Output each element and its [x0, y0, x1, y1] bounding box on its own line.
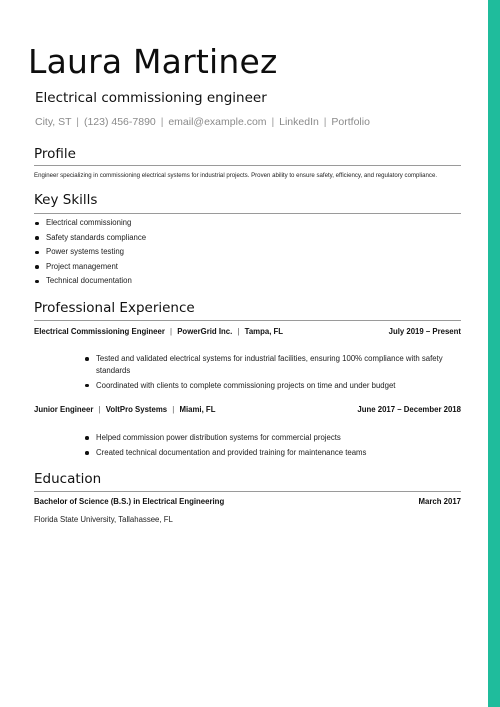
- job-bullet: Coordinated with clients to complete commissioning projects on time and under budget: [84, 380, 456, 392]
- skill-item: Technical documentation: [34, 274, 146, 289]
- contact-separator: |: [271, 116, 275, 128]
- job-bullet: Helped commission power distribution systems for commercial projects: [84, 432, 456, 444]
- contact-linkedin-link[interactable]: LinkedIn: [279, 116, 319, 128]
- education-divider: [34, 491, 461, 492]
- experience-heading: Professional Experience: [34, 300, 195, 316]
- education-degree: Bachelor of Science (B.S.) in Electrical Engineering: [34, 497, 225, 506]
- contact-separator: |: [323, 116, 327, 128]
- job-location: Miami, FL: [179, 405, 216, 414]
- skill-item: Project management: [34, 260, 146, 275]
- contact-email[interactable]: email@example.com: [168, 116, 267, 128]
- job-bullets: [84, 353, 456, 395]
- education-heading: Education: [34, 471, 102, 487]
- contact-location: City, ST: [35, 116, 72, 128]
- profile-heading: Profile: [34, 146, 76, 162]
- skill-item: Electrical commissioning: [34, 216, 146, 231]
- contact-separator: |: [76, 116, 80, 128]
- skill-item: Power systems testing: [34, 245, 146, 260]
- job-position: Electrical Commissioning Engineer: [34, 327, 165, 336]
- job-header: [34, 404, 215, 415]
- education-date: March 2017: [418, 497, 461, 506]
- skills-divider: [34, 213, 461, 214]
- job-company: VoltPro Systems: [105, 405, 168, 414]
- job-dates: June 2017 – December 2018: [357, 405, 461, 414]
- job-dates: July 2019 – Present: [388, 327, 461, 336]
- job-company: PowerGrid Inc.: [177, 327, 233, 336]
- job-separator: |: [98, 405, 101, 414]
- contact-separator: |: [160, 116, 164, 128]
- job-bullets: [84, 432, 456, 462]
- skill-item: Safety standards compliance: [34, 231, 146, 246]
- job-separator: |: [170, 327, 173, 336]
- job-header: [34, 326, 283, 337]
- contact-phone[interactable]: (123) 456-7890: [83, 116, 156, 128]
- profile-divider: [34, 165, 461, 166]
- skills-list: [34, 216, 146, 289]
- job-separator: |: [237, 327, 240, 336]
- job-separator: |: [172, 405, 175, 414]
- job-title: Electrical commissioning engineer: [35, 90, 267, 106]
- profile-summary: Engineer specializing in commissioning electrical systems for industrial projects. Proven ability to ensure safety, efficiency, and regulatory compliance.: [34, 172, 438, 179]
- contact-portfolio-link[interactable]: Portfolio: [331, 116, 370, 128]
- job-location: Tampa, FL: [244, 327, 284, 336]
- job-bullet: Created technical documentation and provided training for maintenance teams: [84, 447, 456, 459]
- candidate-name: Laura Martinez: [28, 42, 278, 81]
- education-school: Florida State University, Tallahassee, FL: [34, 515, 173, 524]
- experience-divider: [34, 320, 461, 321]
- contact-line: [35, 115, 370, 129]
- job-bullet: Tested and validated electrical systems for industrial facilities, ensuring 100% compliance with safety standards: [84, 353, 456, 376]
- skills-heading: Key Skills: [34, 192, 98, 208]
- job-position: Junior Engineer: [34, 405, 94, 414]
- accent-sidebar-bar: [488, 0, 500, 707]
